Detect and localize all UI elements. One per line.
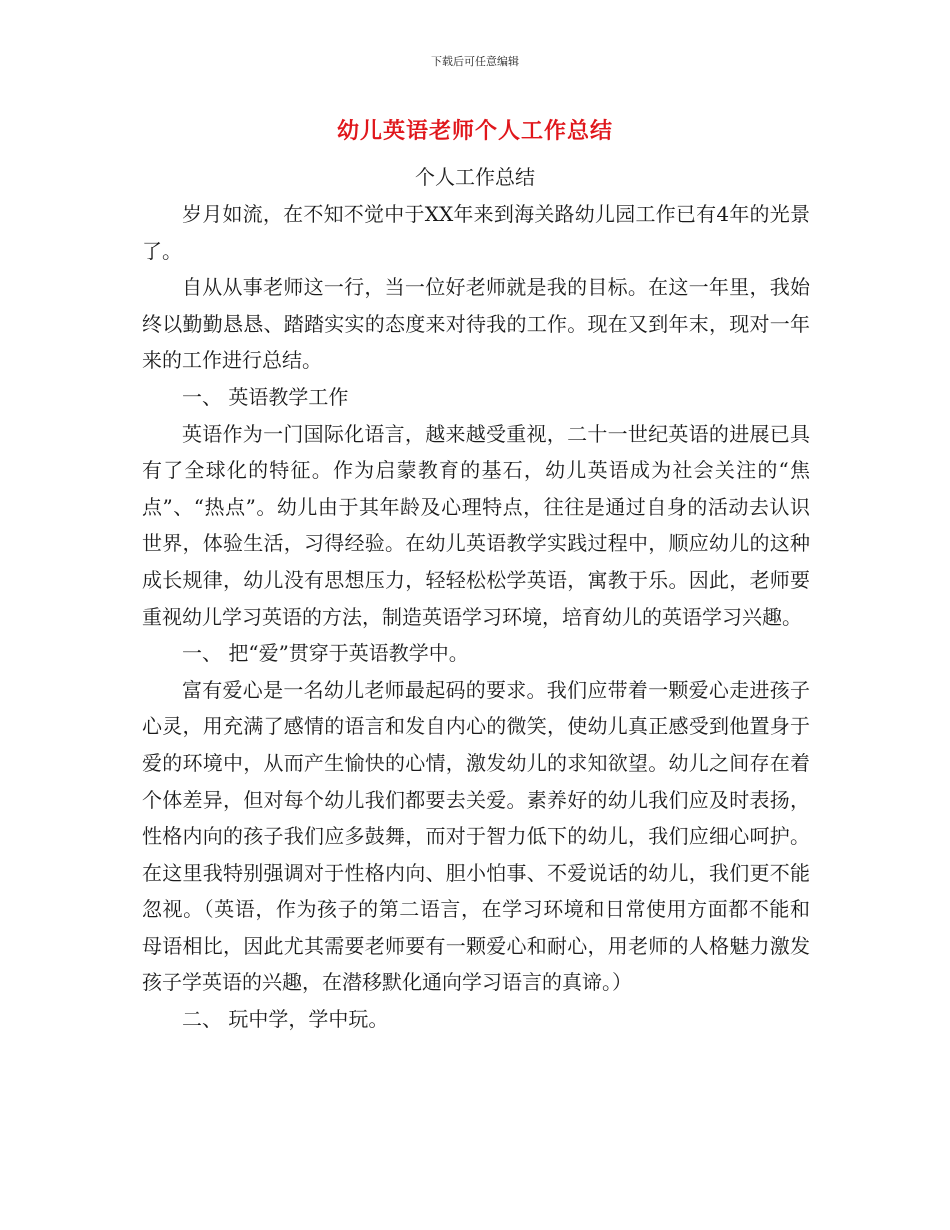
paragraph-goal: 自从从事老师这一行，当一位好老师就是我的目标。在这一年里，我始终以勤勤恳恳、踏踏实实的态度来对待我的工作。现在又到年末，现对一年来的工作进行总结。 bbox=[142, 275, 810, 373]
subsection-heading-play: 二、 玩中学，学中玩。 bbox=[182, 1007, 389, 1032]
document-subtitle: 个人工作总结 bbox=[415, 165, 535, 189]
paragraph-intro: 岁月如流，在不知不觉中于XX年来到海关路幼儿园工作已有4年的光景了。 bbox=[142, 202, 810, 263]
subsection-heading-love: 一、 把“爱”贯穿于英语教学中。 bbox=[182, 641, 469, 666]
paragraph-english-teaching: 英语作为一门国际化语言，越来越受重视，二十一世纪英语的进展已具有了全球化的特征。作为启蒙教育的基石，幼儿英语成为社会关注的“焦点”、“热点”。幼儿由于其年龄及心理特点，往往是通过自身的活动去认识世界，体验生活，习得经验。在幼儿英语教学实践过程中，顺应幼儿的这种成长规律，幼儿没有思想压力，轻轻松松学英语，寓教于乐。因此，老师要重视幼儿学习英语的方法，制造英语学习环境，培育幼儿的英语学习兴趣。 bbox=[142, 421, 810, 629]
section-heading-english-teaching: 一、 英语教学工作 bbox=[182, 384, 349, 409]
document-title: 幼儿英语老师个人工作总结 bbox=[336, 118, 613, 144]
paragraph-love: 富有爱心是一名幼儿老师最起码的要求。我们应带着一颗爱心走进孩子心灵，用充满了感情的语言和发自内心的微笑，使幼儿真正感受到他置身于爱的环境中，从而产生愉快的心情，激发幼儿的求知欲望。幼儿之间存在着个体差异，但对每个幼儿我们都要去关爱。素养好的幼儿我们应及时表扬，性格内向的孩子我们应多鼓舞，而对于智力低下的幼儿，我们应细心呵护。在这里我特别强调对于性格内向、胆小怕事、不爱说话的幼儿，我们更不能忽视。（英语，作为孩子的第二语言，在学习环境和日常使用方面都不能和母语相比，因此尤其需要老师要有一颗爱心和耐心，用老师的人格魅力激发孩子学英语的兴趣，在潜移默化通向学习语言的真谛。） bbox=[142, 677, 810, 995]
header-note: 下载后可任意编辑 bbox=[431, 55, 519, 68]
document-body bbox=[142, 196, 810, 1038]
